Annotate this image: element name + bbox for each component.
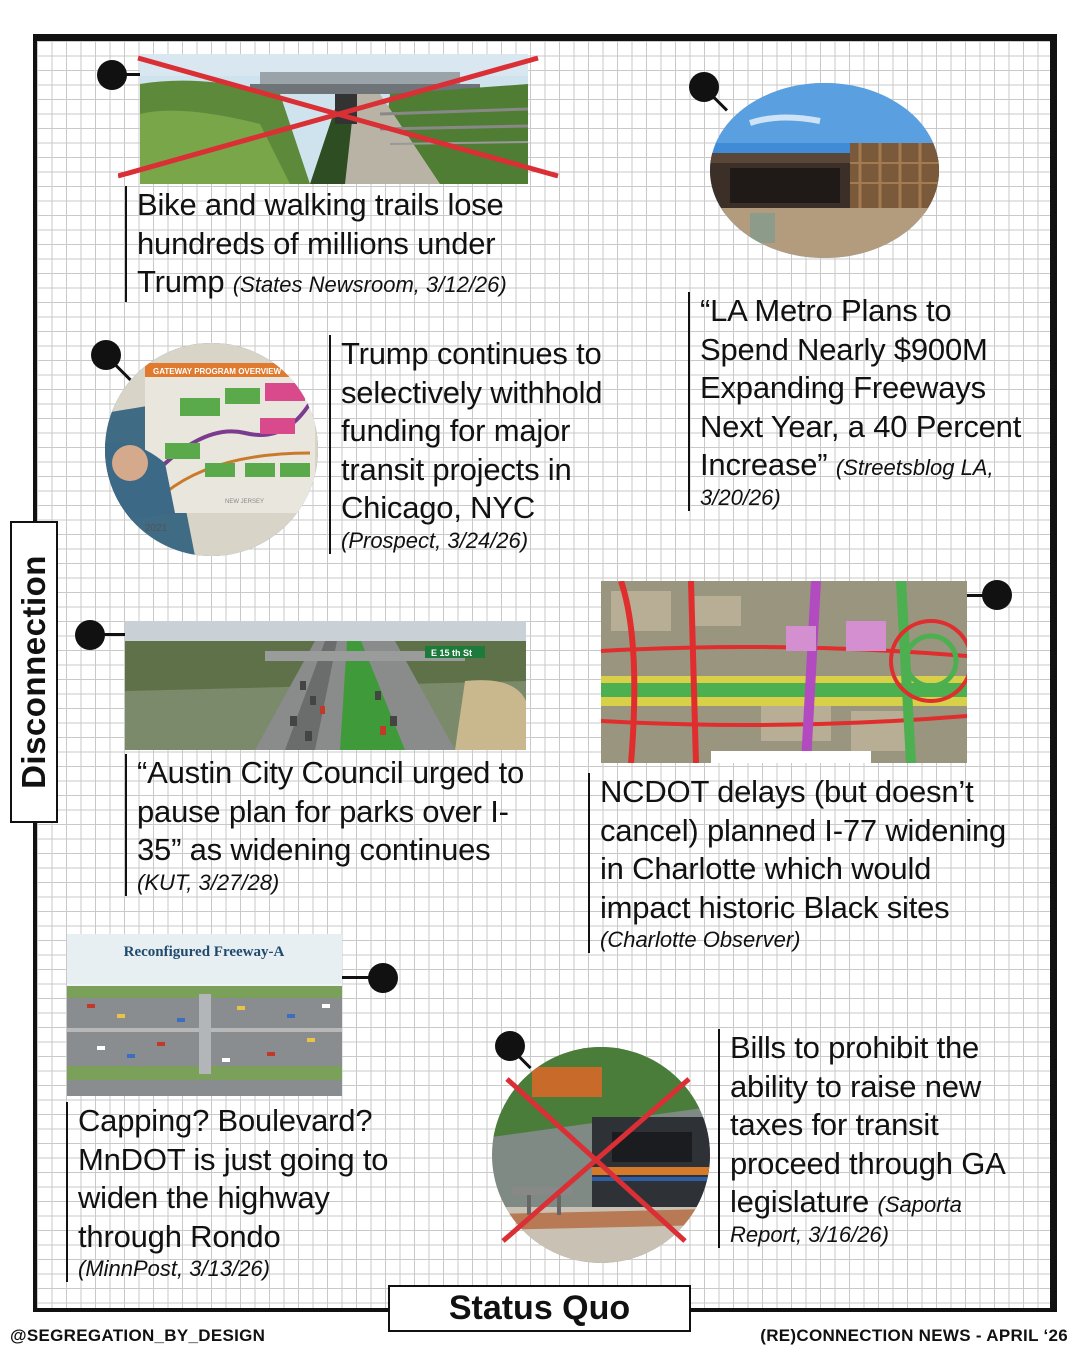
story-headline: “LA Metro Plans to Spend Nearly $900M Expanding Freeways Next Year, a 40 Percent Increase” xyxy=(700,293,1022,482)
map-year-label: 2021 xyxy=(145,523,168,534)
i35-rendering xyxy=(125,621,526,750)
story-source: (Saporta Report, 3/16/26) xyxy=(730,1192,962,1247)
interchange-plan-map xyxy=(601,581,967,763)
gateway-program-map-photo xyxy=(105,343,318,556)
pin-dot xyxy=(982,580,1012,610)
pin-dot xyxy=(689,72,719,102)
pin-dot xyxy=(495,1031,525,1061)
story-headline: “Austin City Council urged to pause plan for parks over I-35” as widening continues xyxy=(137,755,525,867)
rail-trail-photo xyxy=(140,54,528,184)
freeway-construction-photo xyxy=(710,83,939,258)
axis-left-text: Disconnection xyxy=(15,555,53,789)
story-source: (Streetsblog LA, 3/20/26) xyxy=(700,455,994,510)
axis-label-disconnection xyxy=(10,521,58,823)
pin-dot xyxy=(368,963,398,993)
map-state-label: NEW JERSEY xyxy=(225,499,265,505)
story-headline: Bike and walking trails lose hundreds of millions under Trump xyxy=(137,187,504,299)
pin-dot xyxy=(91,340,121,370)
story-source: (Charlotte Observer) xyxy=(600,927,801,952)
story-headline: Capping? Boulevard? MnDOT is just going to widen the highway through Rondo xyxy=(78,1103,389,1254)
footer-handle: @SEGREGATION_BY_DESIGN xyxy=(10,1326,266,1345)
story-ga-transit xyxy=(718,1029,1038,1248)
story-source: (KUT, 3/27/28) xyxy=(137,869,280,895)
story-gateway xyxy=(329,335,629,554)
axis-label-status-quo: Status Quo xyxy=(388,1285,691,1332)
story-trails xyxy=(125,186,565,302)
reconfigured-freeway-diagram xyxy=(67,934,342,1096)
map-title: GATEWAY PROGRAM OVERVIEW xyxy=(153,367,282,376)
street-sign: E 15 th St xyxy=(431,648,473,658)
story-source: (Prospect, 3/24/26) xyxy=(341,527,529,553)
pin-dot xyxy=(75,620,105,650)
story-la-metro xyxy=(688,292,1043,511)
story-headline: NCDOT delays (but doesn’t cancel) planned I-77 widening in Charlotte which would impact historic Black sites xyxy=(600,774,1007,925)
diagram-title: Reconfigured Freeway-A xyxy=(123,944,285,960)
pin-dot xyxy=(97,60,127,90)
story-mndot xyxy=(66,1102,396,1282)
story-headline: Bills to prohibit the ability to raise new taxes for transit proceed through GA legislature xyxy=(730,1030,1004,1219)
story-source: (States Newsroom, 3/12/26) xyxy=(232,272,507,297)
story-ncdot xyxy=(588,773,1008,953)
footer-issue: (RE)CONNECTION NEWS - APRIL ‘26 xyxy=(760,1326,1068,1345)
story-austin xyxy=(125,754,545,896)
story-headline: Trump continues to selectively withhold funding for major transit projects in Chicago, NYC xyxy=(341,336,603,525)
marta-train-photo xyxy=(492,1047,710,1263)
story-source: (MinnPost, 3/13/26) xyxy=(78,1256,270,1281)
